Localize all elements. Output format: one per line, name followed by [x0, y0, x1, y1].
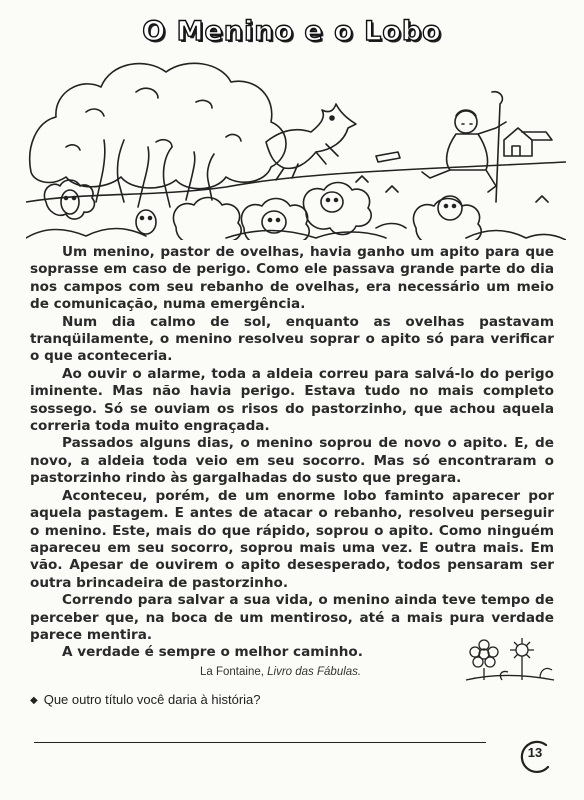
- story-paragraph: Aconteceu, porém, de um enorme lobo faminto aparecer por aquela pastagem. E antes de atacar o rebanho, resolveu perseguir o menino. Este, mais do que rápido, soprou o apito. Como ninguém apareceu em seu socorro, soprou mais uma vez. E outra mais. Em vão. Apesar de ouvirem o apito desesperado, todos pensaram ser outra brincadeira de pastorzinho.: [30, 487, 554, 591]
- story-paragraph: Num dia calmo de sol, enquanto as ovelhas pastavam tranqüilamente, o menino resolveu soprar o apito só para verificar o que aconteceria.: [30, 313, 554, 365]
- story-moral: A verdade é sempre o melhor caminho.: [62, 644, 363, 661]
- credit-book: Livro das Fábulas.: [267, 666, 362, 678]
- page-number: [516, 737, 550, 771]
- page-title: O Menino e o Lobo: [142, 16, 442, 47]
- diamond-bullet-icon: ◆: [30, 695, 38, 707]
- answer-line[interactable]: [34, 742, 486, 743]
- story-text: [30, 244, 554, 662]
- story-paragraph: Correndo para salvar a sua vida, o menino ainda teve tempo de perceber que, na boca de um mentiroso, até a mais pura verdade parece mentira.: [30, 592, 554, 643]
- question-text: Que outro título você daria à história?: [43, 692, 261, 707]
- story-paragraph: Um menino, pastor de ovelhas, havia ganho um apito para que soprasse em caso de perigo. Como ele passava grande parte do dia nos campos com seu rebanho de ovelhas, era necessário um meio de comunicação, numa emergência.: [30, 244, 554, 313]
- story-paragraph: Ao ouvir o alarme, toda a aldeia correu para salvá-lo do perigo iminente. Mas não havia perigo. Estava tudo no mais completo sossego. Só se ouviam os risos do pastorzinho, que achou aquela correria toda muito engraçada.: [30, 365, 554, 435]
- credit-author: La Fontaine,: [200, 666, 264, 678]
- flowers-decoration: [462, 630, 558, 682]
- boy-wolf-sheep-illustration: [26, 52, 566, 240]
- page-number-text: 13: [527, 745, 543, 760]
- source-credit: [200, 666, 420, 678]
- question: [30, 692, 261, 707]
- story-paragraph: Passados alguns dias, o menino soprou de novo o apito. E, de novo, a aldeia toda veio em seu socorro. Mas só encontraram o pastorzinho rindo às gargalhadas do susto que pregara.: [30, 435, 554, 487]
